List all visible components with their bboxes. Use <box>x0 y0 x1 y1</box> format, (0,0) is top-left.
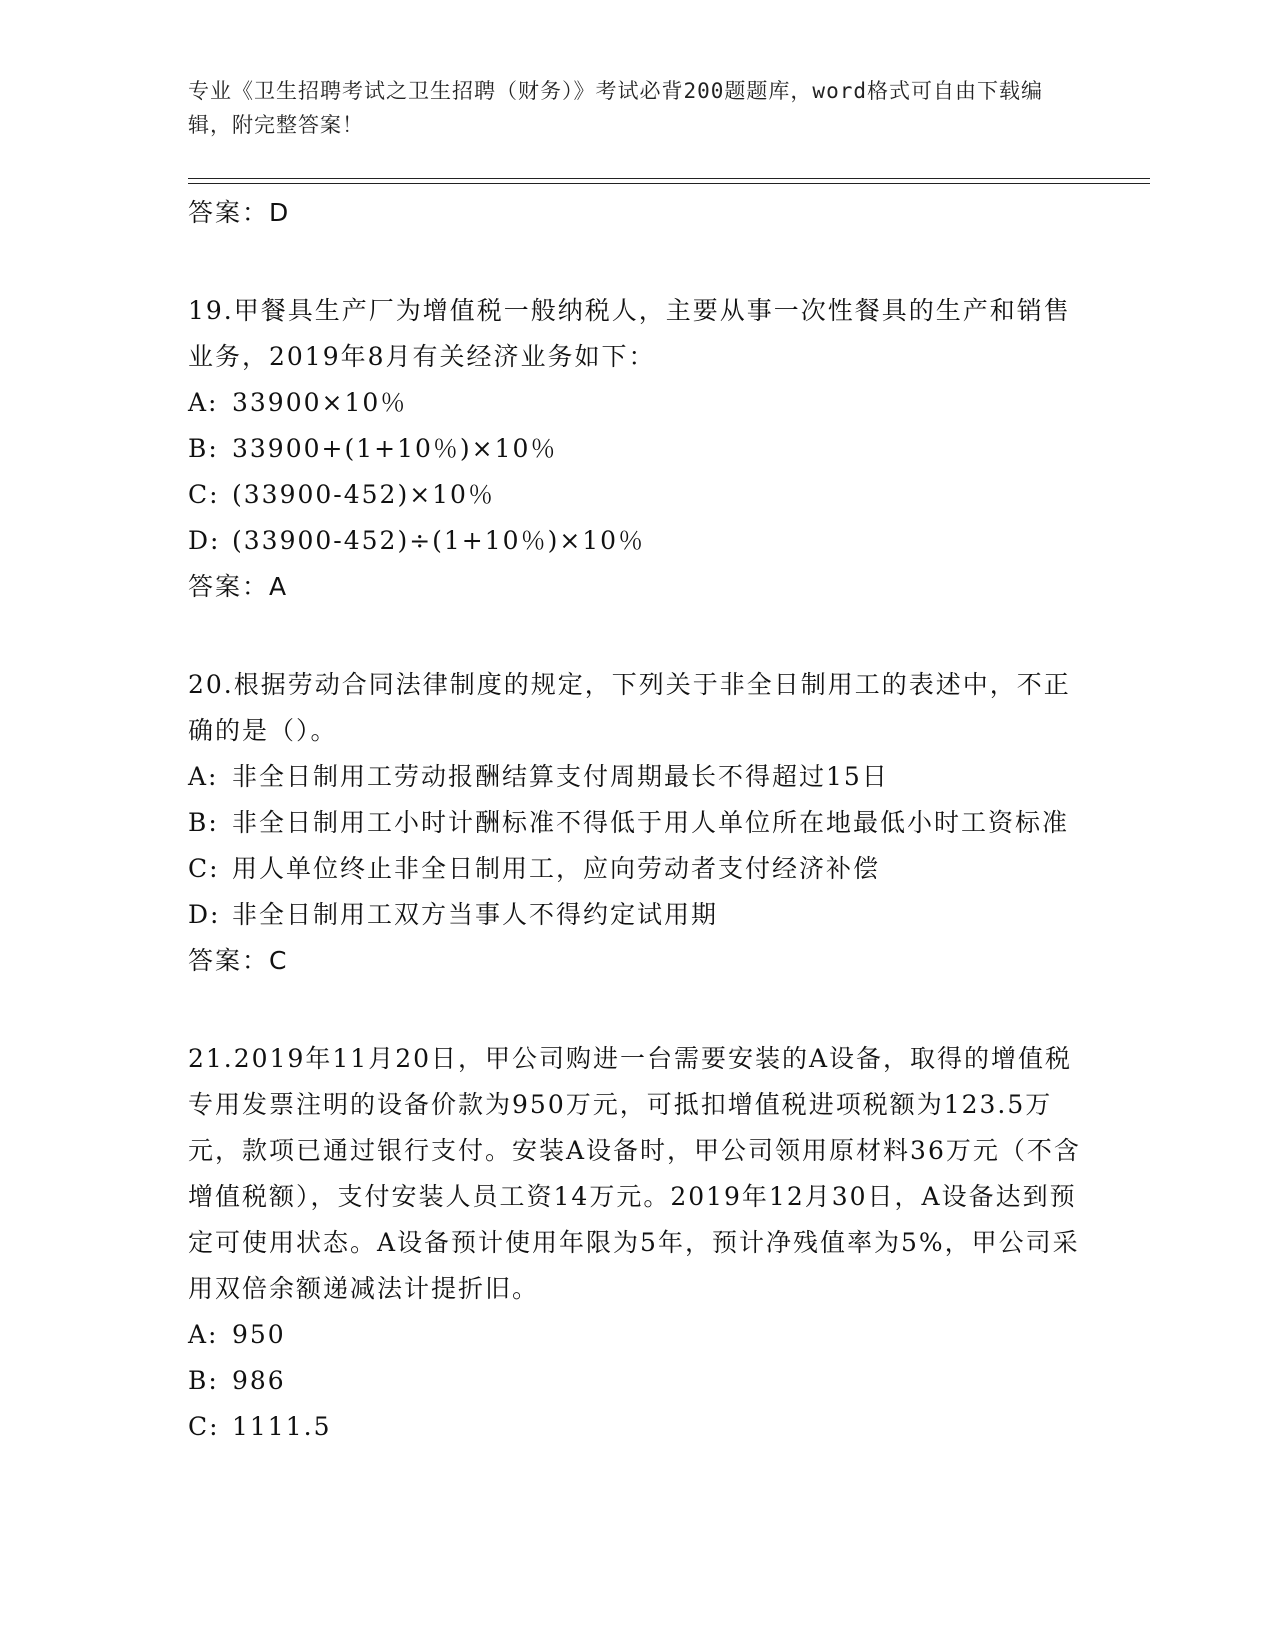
option-text: 986 <box>232 1366 286 1395</box>
question-stem: 20.根据劳动合同法律制度的规定，下列关于非全日制用工的表述中，不正确的是（）。 <box>188 670 1071 745</box>
option-c <box>188 1404 1088 1450</box>
option-b <box>188 800 1088 846</box>
question-21 <box>188 1036 1088 1450</box>
question-19 <box>188 288 1088 610</box>
option-c <box>188 846 1088 892</box>
option-c <box>188 472 1088 518</box>
option-label: C: <box>188 480 220 509</box>
option-d <box>188 892 1088 938</box>
option-text: 非全日制用工小时计酬标准不得低于用人单位所在地最低小时工资标准 <box>232 808 1070 837</box>
option-label: B: <box>188 1366 219 1395</box>
option-a <box>188 1312 1088 1358</box>
option-label: B: <box>188 434 219 463</box>
option-text: 950 <box>232 1320 286 1349</box>
answer-line: 答案：C <box>188 946 289 975</box>
option-text: 33900×10％ <box>232 388 408 417</box>
option-label: A: <box>188 388 219 417</box>
option-b <box>188 426 1088 472</box>
answer-line: 答案：D <box>188 198 291 227</box>
option-text: 非全日制用工劳动报酬结算支付周期最长不得超过15日 <box>232 762 889 791</box>
option-text: (33900-452)×10％ <box>232 480 495 509</box>
page-header: 专业《卫生招聘考试之卫生招聘（财务）》考试必背200题题库，word格式可自由下载编辑，附完整答案！ <box>188 79 1043 137</box>
option-a <box>188 380 1088 426</box>
question-stem: 19.甲餐具生产厂为增值税一般纳税人，主要从事一次性餐具的生产和销售业务，2019年8月有关经济业务如下： <box>188 296 1071 371</box>
option-label: C: <box>188 854 220 883</box>
option-label: A: <box>188 762 219 791</box>
option-label: D: <box>188 526 221 555</box>
option-label: C: <box>188 1412 220 1441</box>
question-stem: 21.2019年11月20日，甲公司购进一台需要安装的A设备，取得的增值税专用发票注明的设备价款为950万元，可抵扣增值税进项税额为123.5万元，款项已通过银行支付。安装A设备时，甲公司领用原材料36万元（不含增值税额），支付安装人员工资14万元。2019年12月30日，A设备达到预定可使用状态。A设备预计使用年限为5年，预计净残值率为5%，甲公司采用双倍余额递减法计提折旧。 <box>188 1044 1081 1303</box>
option-b <box>188 1358 1088 1404</box>
question-20 <box>188 662 1088 984</box>
option-label: B: <box>188 808 219 837</box>
header-divider <box>188 178 1150 179</box>
option-text: 非全日制用工双方当事人不得约定试用期 <box>232 900 719 929</box>
option-text: 用人单位终止非全日制用工，应向劳动者支付经济补偿 <box>232 854 881 883</box>
option-text: 1111.5 <box>232 1412 332 1441</box>
header-divider-secondary <box>188 183 1150 184</box>
option-label: A: <box>188 1320 219 1349</box>
option-label: D: <box>188 900 221 929</box>
option-text: (33900-452)÷(1+10％)×10％ <box>232 526 646 555</box>
answer-line: 答案：A <box>188 572 289 601</box>
option-d <box>188 518 1088 564</box>
option-a <box>188 754 1088 800</box>
document-body <box>188 190 1088 1450</box>
option-text: 33900+(1+10％)×10％ <box>232 434 558 463</box>
